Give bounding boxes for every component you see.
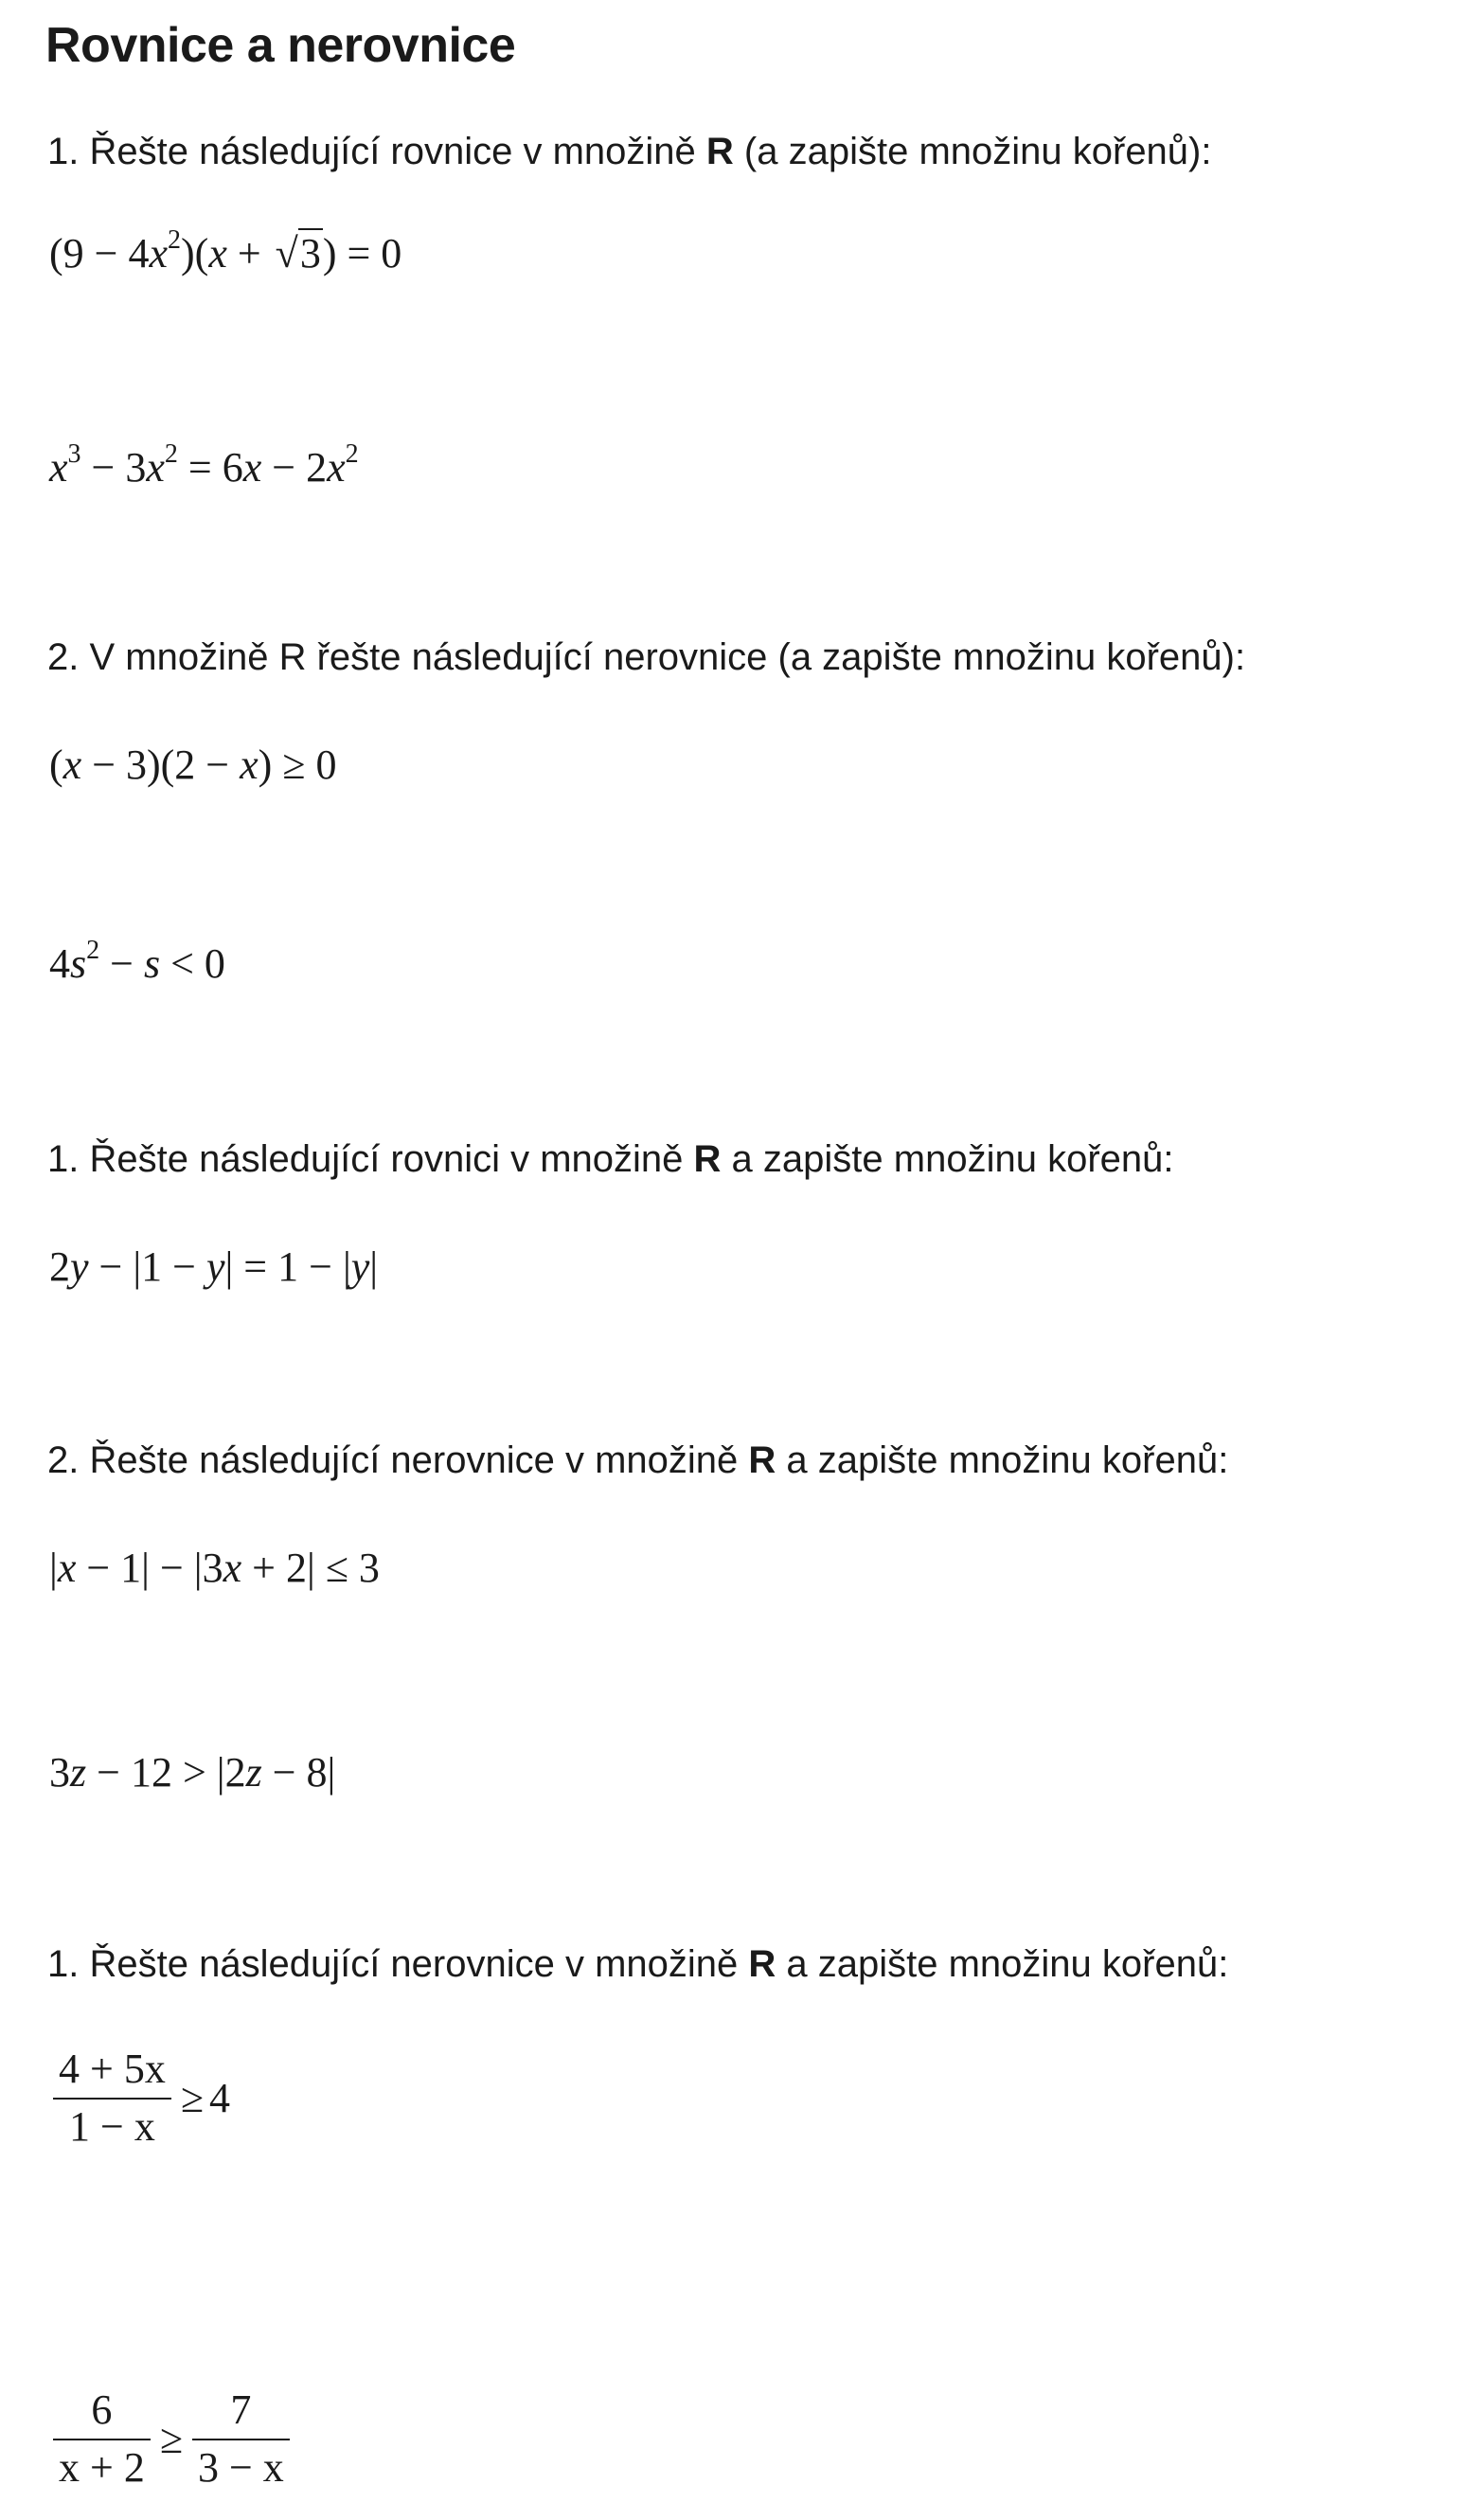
inequality-1: (x − 3)(2 − x) ≥ 0: [49, 742, 337, 788]
numerator: 7: [230, 2386, 252, 2433]
denominator: 3 − x: [197, 2443, 284, 2491]
denominator: x + 2: [59, 2443, 145, 2491]
fraction: [53, 2046, 171, 2151]
fraction-left: [53, 2386, 151, 2492]
section-5-instruction: 1. Řešte následující nerovnice v množině R a zapište množinu kořenů:: [47, 1943, 1229, 1985]
numerator: 6: [91, 2386, 113, 2433]
equation-2: $x^3 - 3x^2 = 6x - 2x^2$: [49, 439, 359, 491]
numerator: 4 + 5x: [59, 2046, 166, 2092]
equation-3: 2y − |1 − y| = 1 − |y|: [49, 1243, 379, 1290]
section-1-instruction: 1. Řešte následující rovnice v množině R (a zapište množinu kořenů):: [47, 131, 1212, 172]
section-4-instruction: 2. Řešte následující nerovnice v množině R a zapište množinu kořenů:: [47, 1439, 1229, 1481]
inequality-4: 3z − 12 > |2z − 8|: [49, 1749, 336, 1796]
inequality-6: [49, 2386, 294, 2492]
inequality-5: [49, 2046, 230, 2151]
relation-sign: ≥: [159, 2416, 183, 2463]
right-hand-side: 4: [208, 2075, 230, 2122]
section-3-instruction: 1. Řešte následující rovnici v množině R a zapište množinu kořenů:: [47, 1138, 1174, 1180]
section-2-instruction: 2. V množině R řešte následující nerovnice (a zapište množinu kořenů):: [47, 636, 1246, 678]
fraction-right: [192, 2386, 290, 2492]
equation-1: $(9 - 4x^2)(x + √3) = 0$: [49, 225, 402, 277]
inequality-3: |x − 1| − |3x + 2| ≤ 3: [49, 1545, 380, 1591]
page-title: Rovnice a nerovnice: [45, 18, 516, 73]
denominator: 1 − x: [69, 2102, 155, 2150]
relation-sign: ≥: [180, 2075, 204, 2122]
inequality-2: $4s^2 - s < 0$: [49, 936, 225, 987]
